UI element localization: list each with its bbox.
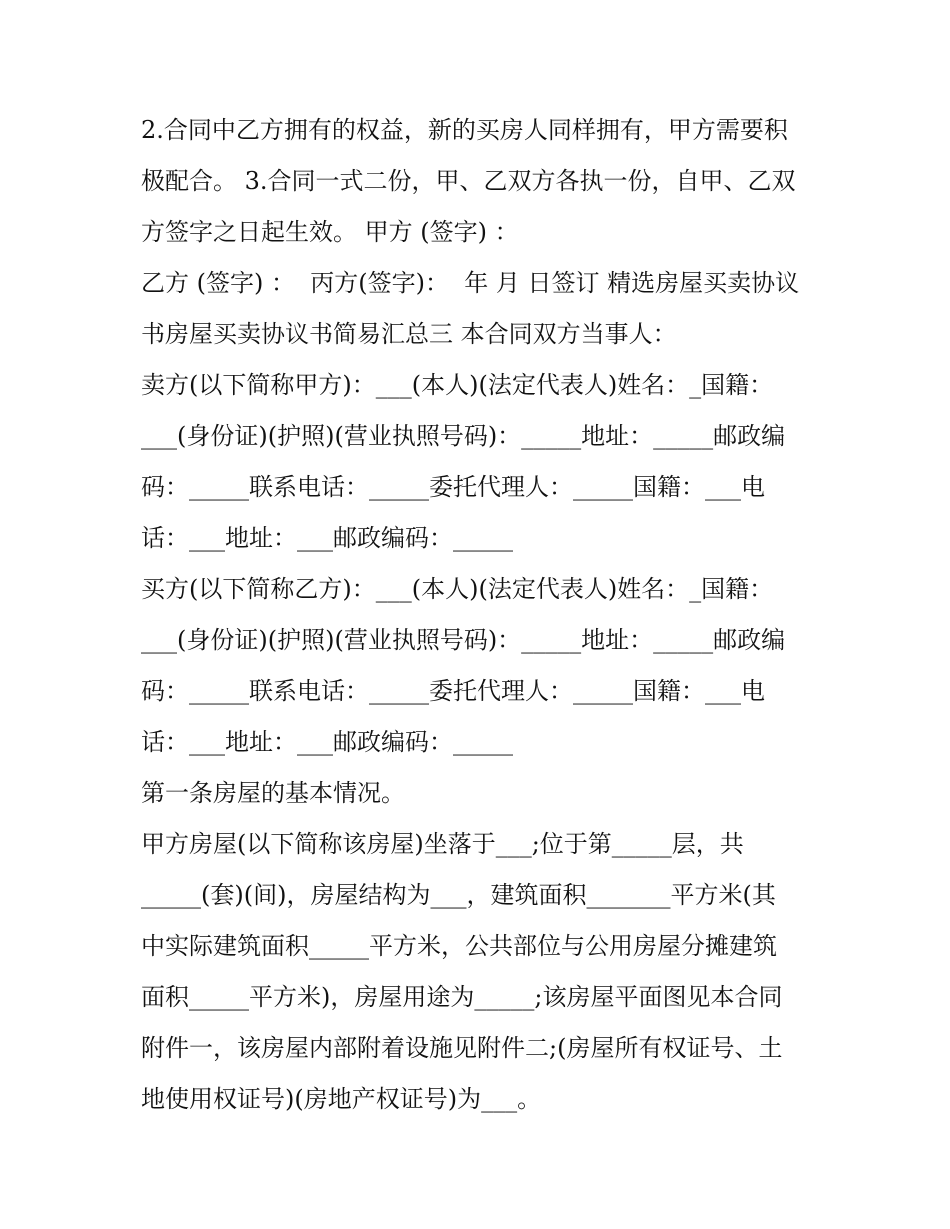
text-line: 书房屋买卖协议书简易汇总三 本合同双方当事人： xyxy=(141,320,677,348)
contract-text xyxy=(141,108,821,1128)
text-line: ___(身份证)(护照)(营业执照号码)：_____地址：_____邮政编 xyxy=(141,626,786,654)
text-line: 码：_____联系电话：_____委托代理人：_____国籍：___电 xyxy=(141,473,765,501)
text-line: 买方(以下简称乙方)：___(本人)(法定代表人)姓名：_国籍： xyxy=(141,575,774,603)
text-line: 话：___地址：___邮政编码：_____ xyxy=(141,728,513,756)
text-line: 中实际建筑面积_____平方米，公共部位与公用房屋分摊建筑 xyxy=(141,932,777,960)
text-line: ___(身份证)(护照)(营业执照号码)：_____地址：_____邮政编 xyxy=(141,422,786,450)
text-line: 附件一，该房屋内部附着设施见附件二;(房屋所有权证号、土 xyxy=(141,1034,783,1062)
text-line: 地使用权证号)(房地产权证号)为___。 xyxy=(141,1085,542,1113)
text-line: 乙方 (签字) ： 丙方(签字)： 年 月 日签订 精选房屋买卖协议 xyxy=(141,269,800,297)
text-line: 甲方房屋(以下简称该房屋)坐落于___;位于第_____层，共 xyxy=(141,830,744,858)
text-line: 极配合。 3.合同一式二份，甲、乙双方各执一份，自甲、乙双 xyxy=(141,167,796,195)
text-line: 话：___地址：___邮政编码：_____ xyxy=(141,524,513,552)
text-line: 2.合同中乙方拥有的权益，新的买房人同样拥有，甲方需要积 xyxy=(141,116,788,144)
text-line: 卖方(以下简称甲方)：___(本人)(法定代表人)姓名：_国籍： xyxy=(141,371,774,399)
text-line: 码：_____联系电话：_____委托代理人：_____国籍：___电 xyxy=(141,677,765,705)
text-line: 方签字之日起生效。 甲方 (签字) ： xyxy=(141,218,519,246)
text-line: 面积_____平方米)，房屋用途为_____;该房屋平面图见本合同 xyxy=(141,983,783,1011)
text-line: 第一条房屋的基本情况。 xyxy=(141,779,405,807)
text-line: _____(套)(间)，房屋结构为___，建筑面积_______平方米(其 xyxy=(141,881,776,909)
